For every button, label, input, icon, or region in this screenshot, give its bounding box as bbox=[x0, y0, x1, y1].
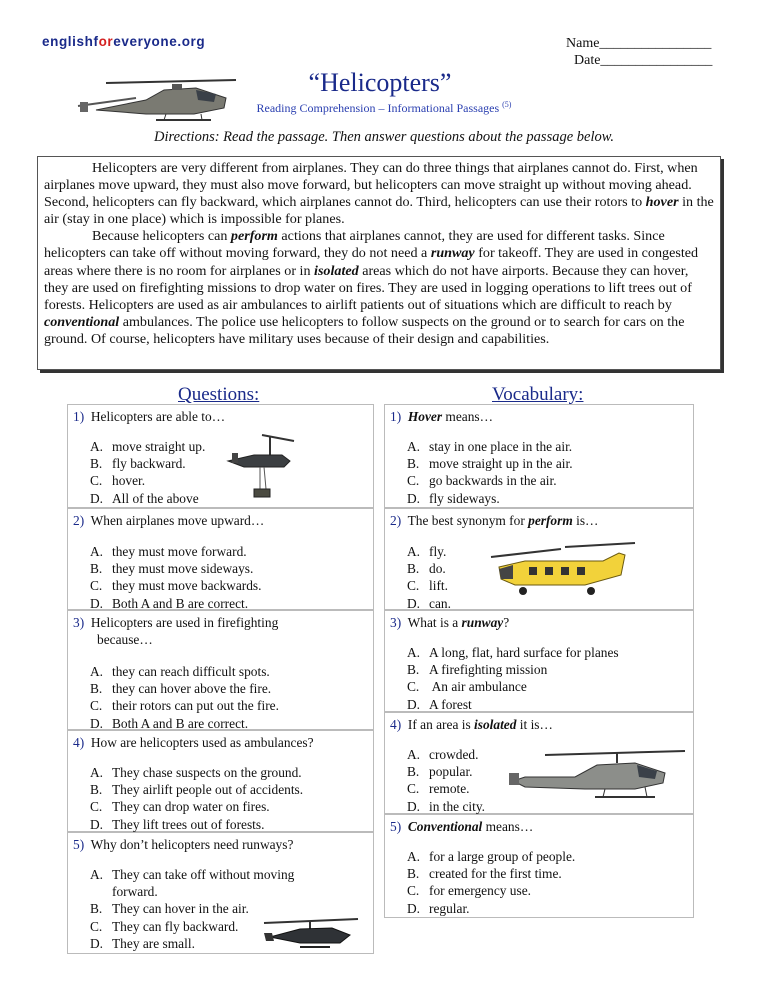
option-b[interactable]: B. A firefighting mission bbox=[407, 662, 548, 678]
page-subtitle: Reading Comprehension – Informational Passages $^{(5)}$ bbox=[256, 100, 512, 115]
option-b[interactable]: B. They airlift people out of accidents. bbox=[90, 782, 304, 798]
vocabulary-heading: Vocabulary: bbox=[492, 384, 584, 405]
vocab-4 bbox=[384, 712, 694, 814]
reading-passage bbox=[37, 156, 721, 370]
question-3-prompt: 3) Helicopters are used in firefighting because… bbox=[73, 615, 279, 647]
vocab-3-prompt: 3) What is a runway? bbox=[390, 615, 510, 630]
option-b[interactable]: B. fly backward. bbox=[90, 456, 186, 472]
option-b[interactable]: B. move straight up in the air. bbox=[407, 456, 573, 472]
name-date-fields bbox=[566, 35, 712, 69]
option-c[interactable]: C. An air ambulance bbox=[407, 679, 527, 695]
passage-paragraph-1: Helicopters are very different from airplanes. They can do three things that airplanes cannot do. First, when airplanes move upward, they must also move forward, but helicopters can move straight up without moving ahead. Second, helicopters can fly backward, which airplanes cannot do. Third, helicopters can use their rotors to hover in the air (stay in one place) which is impossible for planes. bbox=[44, 160, 714, 228]
question-5 bbox=[67, 832, 374, 954]
option-c[interactable]: C. go backwards in the air. bbox=[407, 473, 557, 489]
option-d[interactable]: D. All of the above bbox=[90, 490, 199, 506]
question-3 bbox=[67, 610, 374, 730]
option-a[interactable]: A. stay in one place in the air. bbox=[407, 439, 573, 454]
option-a[interactable]: A. They chase suspects on the ground. bbox=[90, 765, 302, 780]
question-1-prompt: 1) Helicopters are able to… bbox=[73, 409, 226, 424]
option-a[interactable]: A. fly. bbox=[407, 544, 447, 559]
vocab-5-options bbox=[407, 848, 575, 917]
question-2 bbox=[67, 508, 374, 610]
option-d[interactable]: D. can. bbox=[407, 595, 451, 611]
option-b[interactable]: B. created for the first time. bbox=[407, 866, 562, 882]
option-a[interactable]: A. for a large group of people. bbox=[407, 849, 576, 864]
option-a[interactable]: A. move straight up. bbox=[90, 439, 206, 454]
vocab-3 bbox=[384, 610, 694, 712]
option-d[interactable]: D. in the city. bbox=[407, 798, 486, 814]
vocab-2 bbox=[384, 508, 694, 610]
page-title: “Helicopters” bbox=[308, 68, 452, 97]
option-d[interactable]: D. Both A and B are correct. bbox=[90, 595, 249, 611]
option-a[interactable]: A. they must move forward. bbox=[90, 544, 247, 559]
tiltrotor-lifting-cargo-image bbox=[224, 431, 300, 503]
option-c[interactable]: C. lift. bbox=[407, 578, 448, 594]
passage-paragraph-2: Because helicopters can perform actions that airplanes cannot, they are used for different tasks. Since helicopters can take off without moving forward, they do not need a runway for takeoff. They are used in congested areas where there is no room for airplanes or in isolated areas which do not have airports. Because they can hover, they are used on firefighting missions to drop water on fires. They are used in logging operations to lift trees out of forests. Helicopters are used as air ambulances to airlift patients out of situations which are difficult to reach by conventional ambulances. The police use helicopters to follow suspects on the ground or to search for cars on the ground. Of course, helicopters have military uses because of their design and capabilities. bbox=[44, 228, 699, 347]
gunship-helicopter-image bbox=[505, 747, 691, 805]
option-b[interactable]: B. they must move sideways. bbox=[90, 561, 254, 577]
option-b[interactable]: B. do. bbox=[407, 561, 446, 577]
question-4 bbox=[67, 730, 374, 832]
option-a[interactable]: A. they can reach difficult spots. bbox=[90, 664, 270, 679]
vocab-3-options bbox=[407, 644, 619, 713]
option-c[interactable]: C. they must move backwards. bbox=[90, 578, 262, 594]
vocab-1 bbox=[384, 404, 694, 508]
vocab-2-prompt: 2) The best synonym for perform is… bbox=[390, 513, 599, 528]
option-a-continued: forward. bbox=[112, 884, 158, 900]
question-1 bbox=[67, 404, 374, 508]
question-4-options bbox=[90, 764, 303, 833]
option-d[interactable]: D. regular. bbox=[407, 900, 470, 916]
vocab-5-prompt: 5) Conventional means… bbox=[390, 819, 534, 834]
option-c[interactable]: C. hover. bbox=[90, 473, 146, 489]
tandem-rotor-helicopter-image bbox=[485, 541, 639, 599]
site-brand-logo: englishforeveryone.org bbox=[42, 34, 206, 49]
option-c[interactable]: C. remote. bbox=[407, 781, 470, 797]
option-d[interactable]: D. They lift trees out of forests. bbox=[90, 816, 265, 832]
stealth-helicopter-image bbox=[260, 915, 364, 953]
question-4-prompt: 4) How are helicopters used as ambulances? bbox=[73, 735, 314, 750]
option-a[interactable]: A. They can take off without moving bbox=[90, 867, 295, 882]
vocab-1-options bbox=[407, 438, 573, 507]
question-1-options bbox=[90, 438, 205, 507]
questions-heading: Questions: bbox=[178, 384, 260, 405]
name-field: Name________________ bbox=[566, 36, 712, 51]
question-2-prompt: 2) When airplanes move upward… bbox=[73, 513, 265, 528]
option-b[interactable]: B. they can hover above the fire. bbox=[90, 681, 272, 697]
option-d[interactable]: D. They are small. bbox=[90, 935, 195, 951]
directions-text: Directions: Read the passage. Then answer questions about the passage below. bbox=[154, 129, 614, 145]
vocab-4-prompt: 4) If an area is isolated it is… bbox=[390, 717, 553, 732]
vocab-2-options bbox=[407, 543, 451, 612]
option-d[interactable]: D. A forest bbox=[407, 696, 472, 712]
option-c[interactable]: C. They can drop water on fires. bbox=[90, 799, 270, 815]
option-c[interactable]: C. They can fly backward. bbox=[90, 918, 239, 934]
option-d[interactable]: D. Both A and B are correct. bbox=[90, 715, 249, 731]
vocab-1-prompt: 1) Hover means… bbox=[390, 409, 494, 424]
option-d[interactable]: D. fly sideways. bbox=[407, 490, 500, 506]
question-2-options bbox=[90, 543, 262, 612]
option-b[interactable]: B. They can hover in the air. bbox=[90, 901, 249, 917]
question-3-options bbox=[90, 663, 279, 732]
option-c[interactable]: C. for emergency use. bbox=[407, 883, 531, 899]
question-5-prompt: 5) Why don’t helicopters need runways? bbox=[73, 837, 294, 852]
option-b[interactable]: B. popular. bbox=[407, 764, 473, 780]
vocab-4-options bbox=[407, 746, 485, 815]
date-field: Date________________ bbox=[574, 53, 713, 68]
option-a[interactable]: A. crowded. bbox=[407, 747, 479, 762]
option-c[interactable]: C. their rotors can put out the fire. bbox=[90, 698, 279, 714]
option-a[interactable]: A. A long, flat, hard surface for planes bbox=[407, 645, 619, 660]
vocab-5 bbox=[384, 814, 694, 918]
